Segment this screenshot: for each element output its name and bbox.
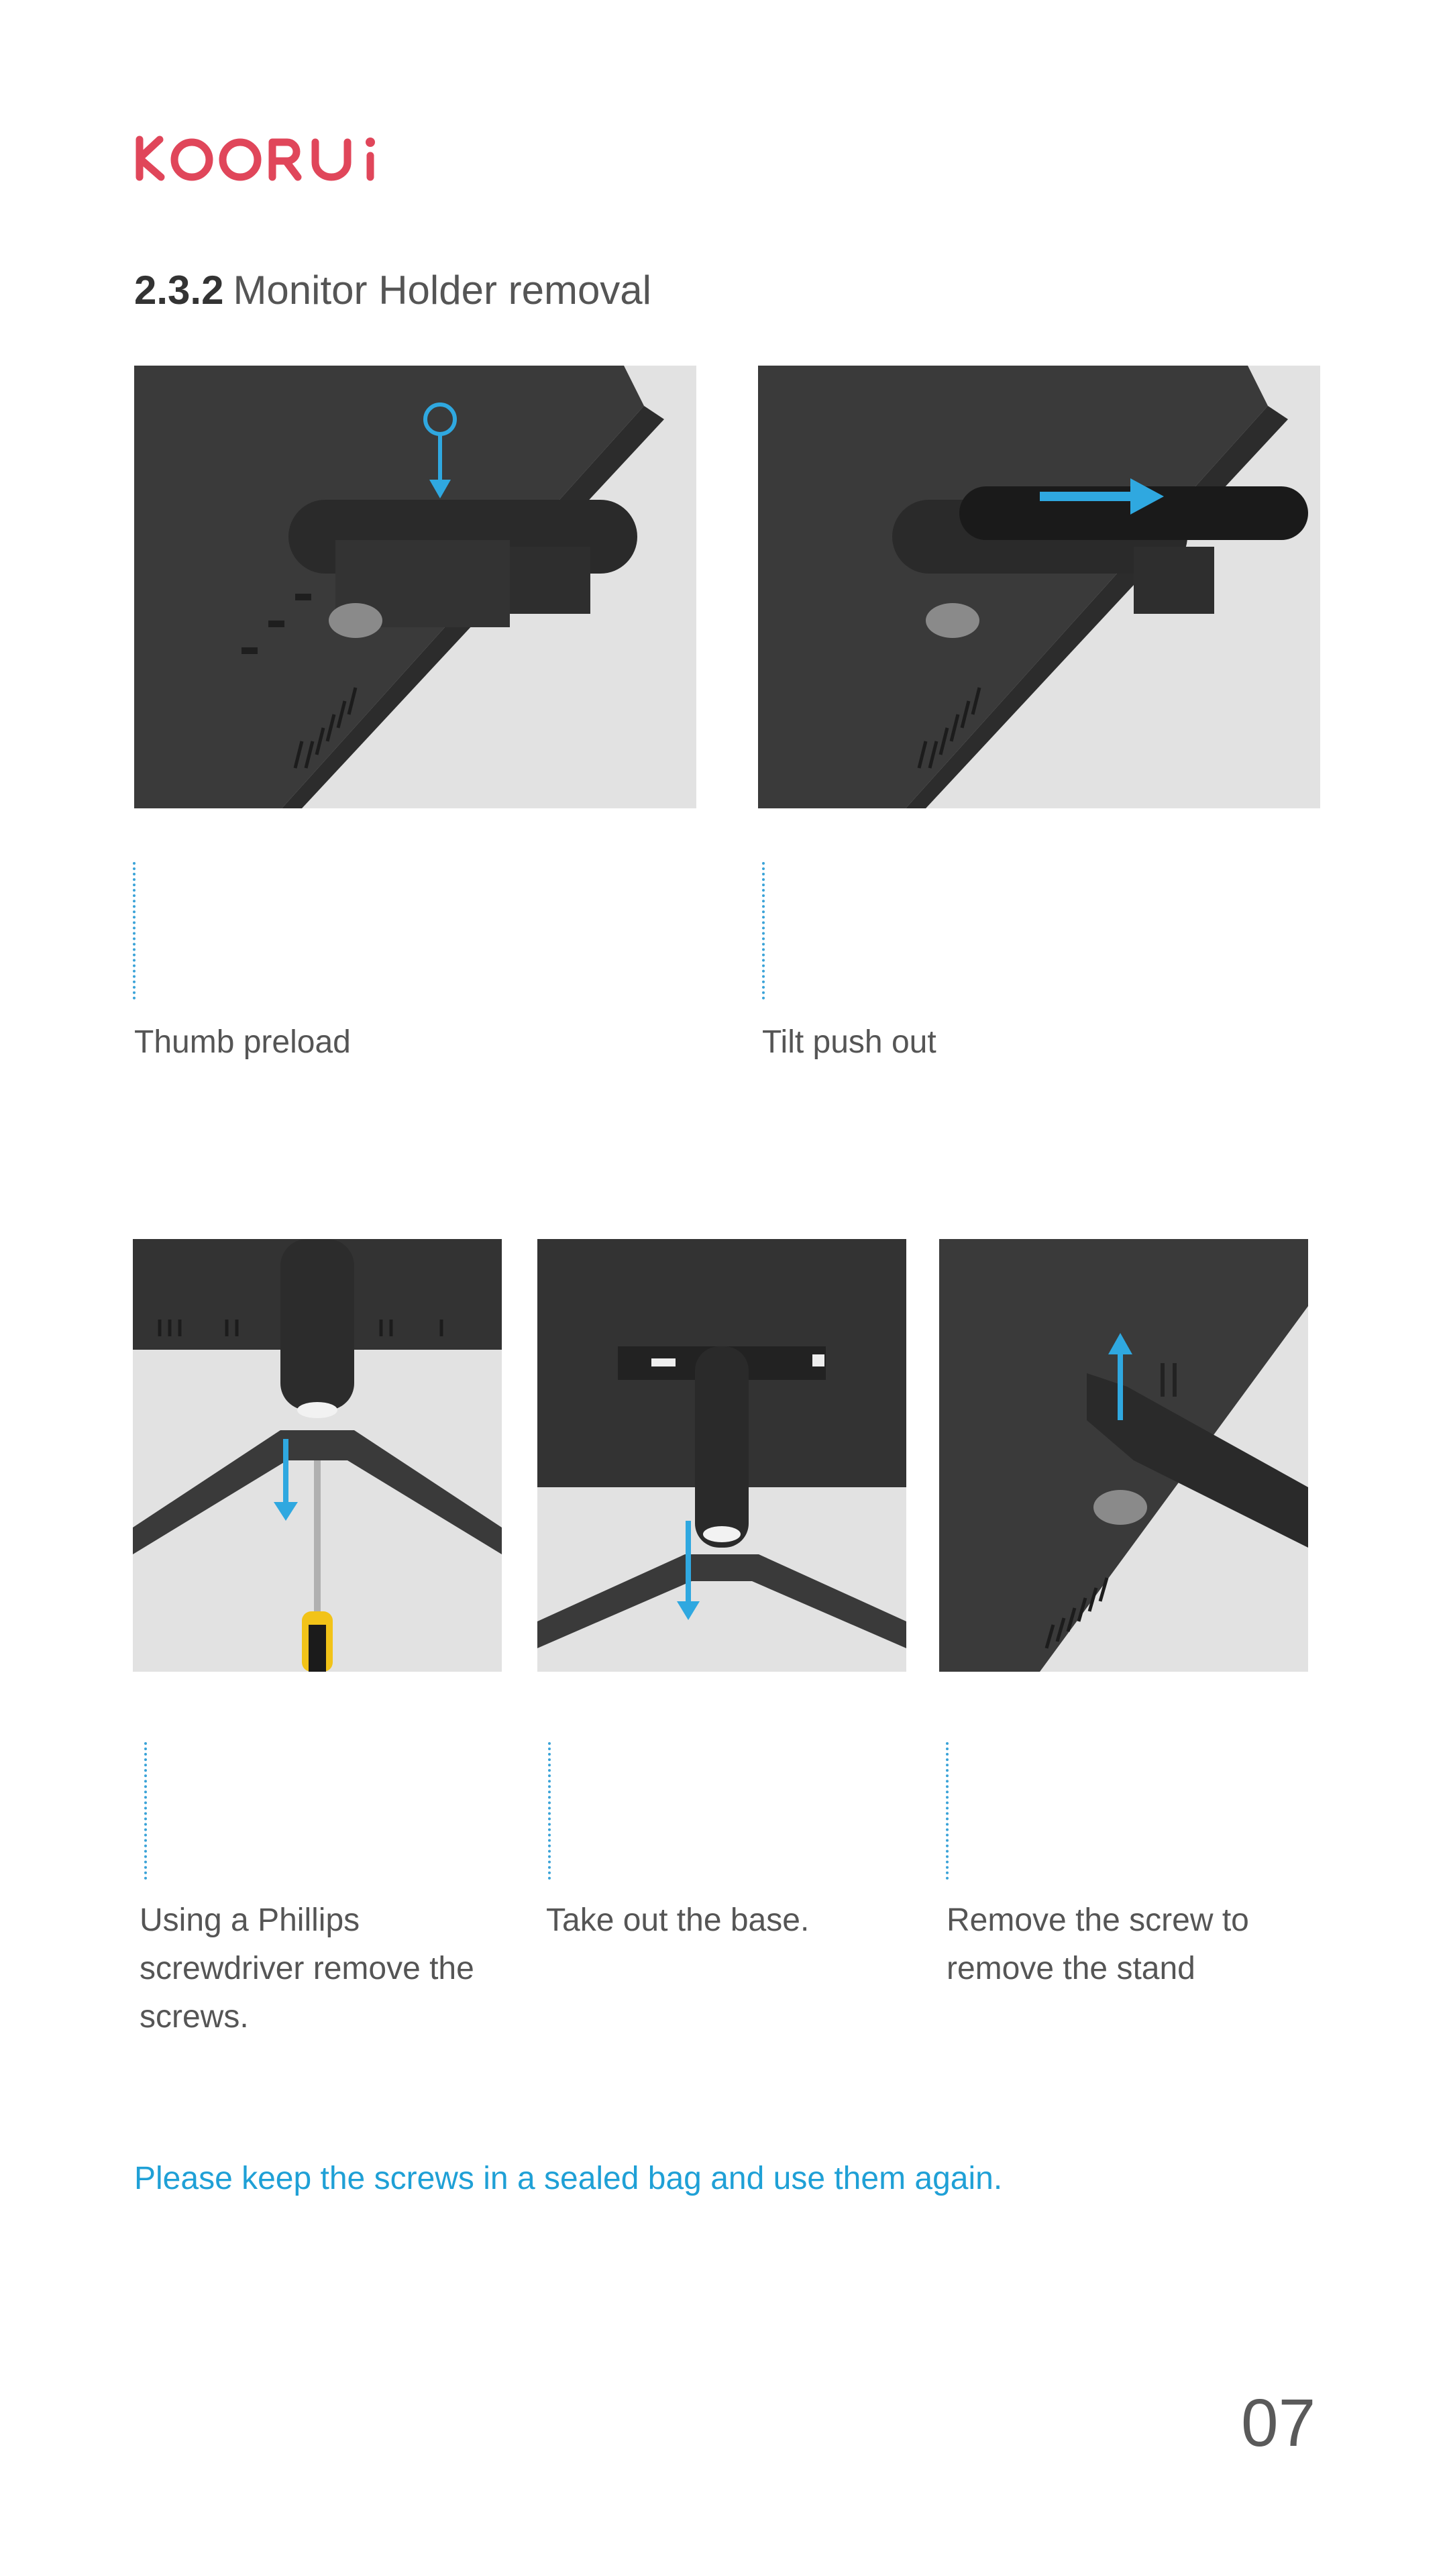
photo-thumb-preload xyxy=(134,366,696,808)
photo-remove-screws xyxy=(133,1239,502,1672)
caption-remove-screws: Using a Phillips screwdriver remove the screws. xyxy=(140,1902,474,2035)
brand-logo xyxy=(134,134,382,182)
photo-take-out-base xyxy=(537,1239,906,1672)
photo-tilt-push-out xyxy=(758,366,1320,808)
callout-line xyxy=(548,1742,551,1880)
callout-line xyxy=(144,1742,147,1880)
note-text: Please keep the screws in a sealed bag and use them again. xyxy=(134,2161,1003,2196)
caption-remove-stand: Remove the screw to remove the stand xyxy=(947,1902,1249,1986)
callout-line xyxy=(762,862,765,1000)
section-number: 2.3.2 xyxy=(134,268,224,313)
callout-line xyxy=(946,1742,949,1880)
logo-wordmark xyxy=(134,134,382,182)
section-heading xyxy=(134,264,651,317)
page-number: 07 xyxy=(1241,2385,1316,2461)
caption-take-out-base: Take out the base. xyxy=(546,1902,810,1938)
section-title: Monitor Holder removal xyxy=(233,268,652,313)
callout-line xyxy=(133,862,136,1000)
caption-tilt-push-out: Tilt push out xyxy=(762,1024,936,1060)
photo-remove-stand xyxy=(939,1239,1308,1672)
caption-thumb-preload: Thumb preload xyxy=(134,1024,351,1060)
